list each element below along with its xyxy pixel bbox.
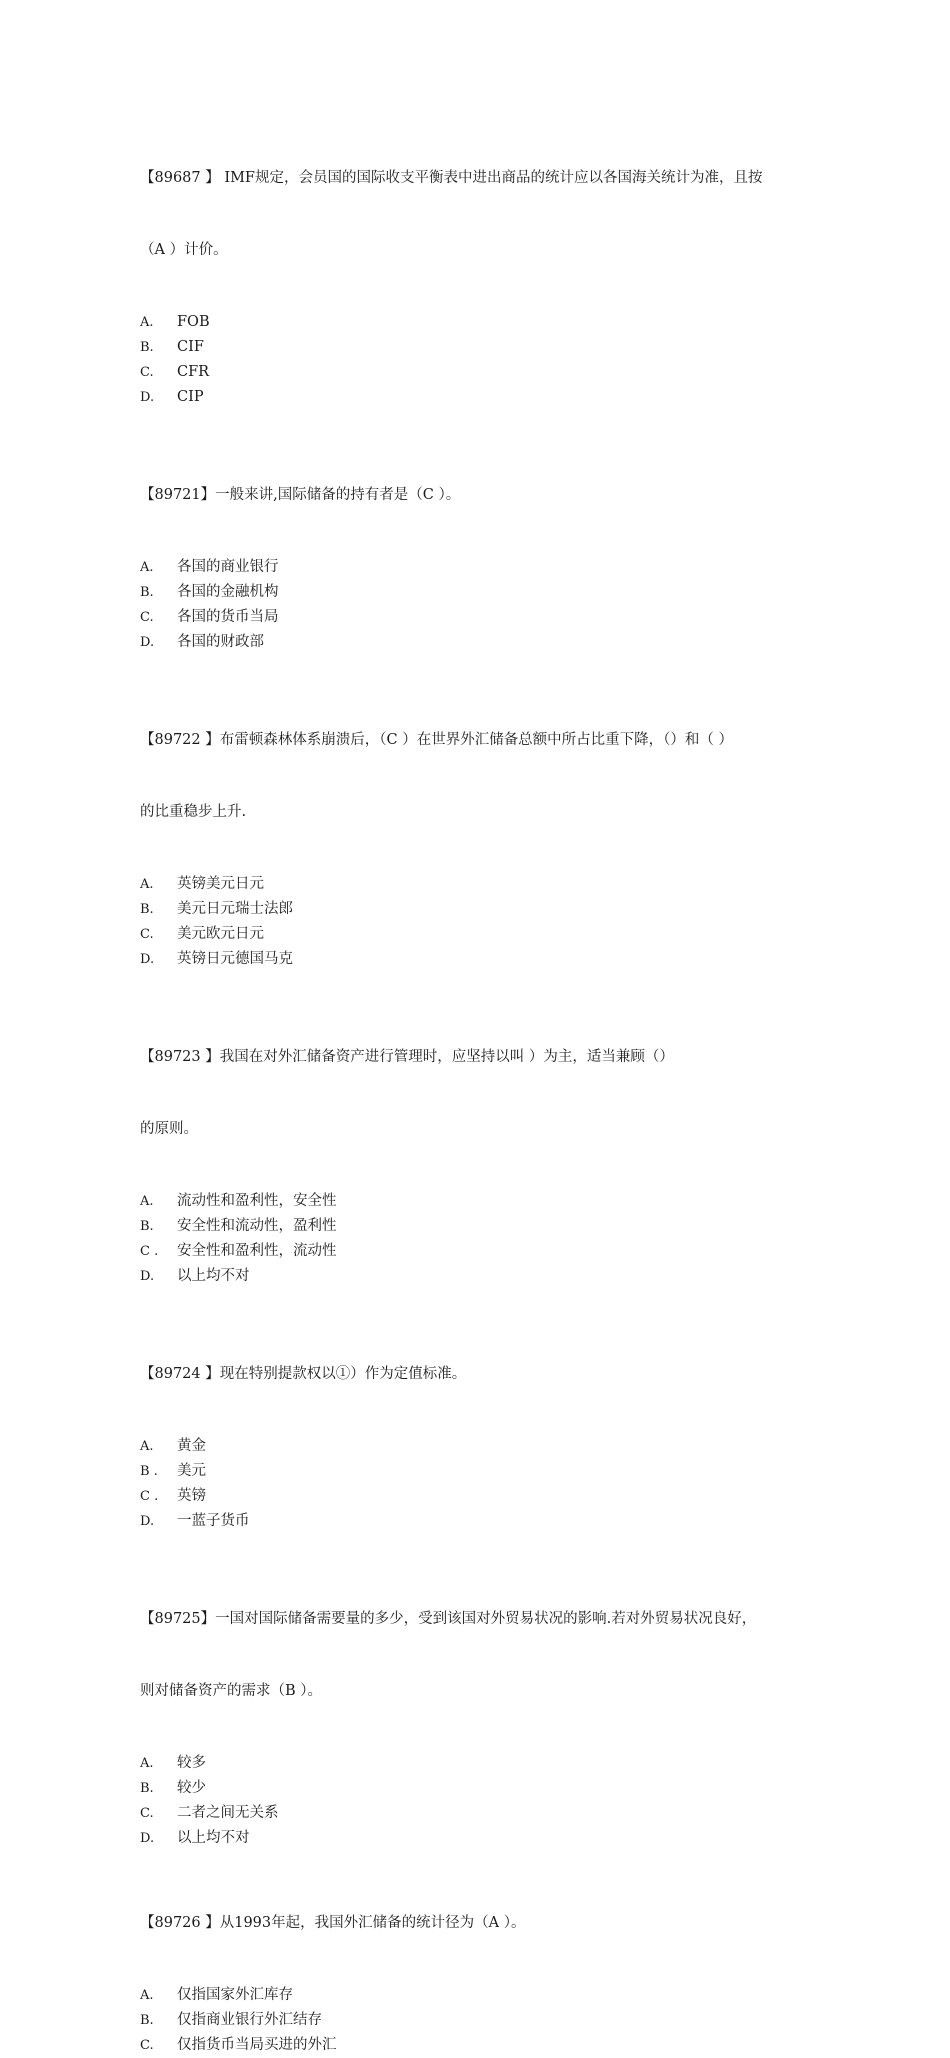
option-text: 各国的财政部 (177, 634, 264, 650)
option-b (140, 1776, 830, 1801)
option-c (140, 605, 830, 630)
option-b (140, 1214, 830, 1239)
option-letter: D. (140, 390, 155, 405)
question-stem (140, 435, 830, 555)
option-letter: D. (140, 1514, 155, 1529)
option-letter: D. (140, 1269, 155, 1284)
option-d (140, 947, 830, 972)
option-text: 英镑日元德国马克 (177, 951, 293, 967)
option-text: 二者之间无关系 (177, 1805, 279, 1821)
question-stem-line: 则对储备资产的需求（B ）。 (140, 1683, 323, 1699)
option-text: 流动性和盈利性，安全性 (177, 1193, 337, 1209)
option-letter: B . (140, 1464, 158, 1479)
option-letter: B. (140, 340, 154, 355)
option-text: 仅指货币当局买进的外汇 (177, 2037, 337, 2053)
question-89687 (140, 118, 830, 410)
question-stem-line: 的原则。 (140, 1121, 198, 1137)
option-text: 仅指商业银行外汇结存 (177, 2012, 322, 2028)
option-letter: B. (140, 1219, 154, 1234)
option-text: 各国的金融机构 (177, 584, 279, 600)
option-text: 英镑 (177, 1488, 206, 1504)
option-d (140, 1826, 830, 1851)
option-letter: A. (140, 877, 154, 892)
option-text: 美元 (177, 1463, 206, 1479)
option-c (140, 1484, 830, 1509)
question-stem-line: 【89722 】布雷顿森林体系崩溃后，（C ）在世界外汇储备总额中所占比重下降，（）和（ ） (140, 732, 734, 748)
option-text: 以上均不对 (177, 1830, 250, 1846)
option-text: 各国的商业银行 (177, 559, 279, 575)
option-letter: C . (140, 1244, 159, 1259)
question-stem-line: 的比重稳步上升. (140, 804, 247, 820)
option-text: CIP (177, 389, 204, 405)
option-a (140, 1434, 830, 1459)
option-d (140, 630, 830, 655)
option-letter: A. (140, 315, 154, 330)
option-a (140, 1189, 830, 1214)
option-letter: D. (140, 1831, 155, 1846)
question-stem-line: 【89726 】从1993年起，我国外汇储备的统计径为（A ）。 (140, 1915, 526, 1931)
question-stem-line: 【89721】一般来讲,国际储备的持有者是（C ）。 (140, 487, 461, 503)
option-d (140, 385, 830, 410)
option-letter: C. (140, 365, 154, 380)
option-b (140, 335, 830, 360)
option-letter: A. (140, 1988, 154, 2003)
option-text: FOB (177, 314, 210, 330)
option-b (140, 580, 830, 605)
option-letter: C . (140, 1489, 159, 1504)
option-letter: A. (140, 1756, 154, 1771)
option-text: 美元欧元日元 (177, 926, 264, 942)
question-stem-line: （A ）计价。 (140, 242, 228, 258)
option-c (140, 360, 830, 385)
option-text: CFR (177, 364, 210, 380)
question-stem (140, 997, 830, 1189)
option-text: 安全性和流动性，盈利性 (177, 1218, 337, 1234)
question-list (140, 118, 830, 2058)
option-text: 以上均不对 (177, 1268, 250, 1284)
option-a (140, 310, 830, 335)
option-text: 黄金 (177, 1438, 206, 1454)
question-89725 (140, 1559, 830, 1851)
question-89726 (140, 1863, 830, 2058)
question-stem-line: 【89724 】现在特别提款权以①）作为定值标准。 (140, 1366, 467, 1382)
option-letter: C. (140, 1806, 154, 1821)
option-text: 英镑美元日元 (177, 876, 264, 892)
question-stem-line: 【89725】一国对国际储备需要量的多少，受到该国对外贸易状况的影响.若对外贸易状况良好， (140, 1611, 757, 1627)
option-letter: D. (140, 635, 155, 650)
question-89722 (140, 680, 830, 972)
option-letter: B. (140, 902, 154, 917)
question-stem (140, 1314, 830, 1434)
option-text: 较少 (177, 1780, 206, 1796)
option-letter: B. (140, 2013, 154, 2028)
question-89724 (140, 1314, 830, 1534)
option-a (140, 1983, 830, 2008)
option-letter: C. (140, 927, 154, 942)
question-stem (140, 1863, 830, 1983)
option-b (140, 897, 830, 922)
option-a (140, 872, 830, 897)
option-c (140, 1801, 830, 1826)
option-text: 仅指国家外汇库存 (177, 1987, 293, 2003)
option-letter: A. (140, 1194, 154, 1209)
option-d (140, 1509, 830, 1534)
question-stem (140, 1559, 830, 1751)
question-stem (140, 118, 830, 310)
option-letter: A. (140, 1439, 154, 1454)
option-c (140, 2033, 830, 2058)
option-b (140, 1459, 830, 1484)
option-text: 各国的货币当局 (177, 609, 279, 625)
option-text: 较多 (177, 1755, 206, 1771)
option-letter: C. (140, 610, 154, 625)
option-text: CIF (177, 339, 204, 355)
question-stem-line: 【89723 】我国在对外汇储备资产进行管理时，应坚持以叫 ）为主，适当兼顾（） (140, 1049, 674, 1065)
question-stem-line: 【89687 】 IMF规定，会员国的国际收支平衡表中进出商品的统计应以各国海关统计为准，且按 (140, 170, 763, 186)
option-text: 美元日元瑞士法郎 (177, 901, 293, 917)
option-a (140, 1751, 830, 1776)
question-89723 (140, 997, 830, 1289)
question-stem (140, 680, 830, 872)
option-letter: A. (140, 560, 154, 575)
option-letter: D. (140, 952, 155, 967)
option-b (140, 2008, 830, 2033)
option-text: 安全性和盈利性，流动性 (177, 1243, 337, 1259)
option-letter: B. (140, 1781, 154, 1796)
question-89721 (140, 435, 830, 655)
option-text: 一蓝子货币 (177, 1513, 250, 1529)
option-d (140, 1264, 830, 1289)
option-c (140, 922, 830, 947)
option-letter: C. (140, 2038, 154, 2053)
option-c (140, 1239, 830, 1264)
option-letter: B. (140, 585, 154, 600)
option-a (140, 555, 830, 580)
